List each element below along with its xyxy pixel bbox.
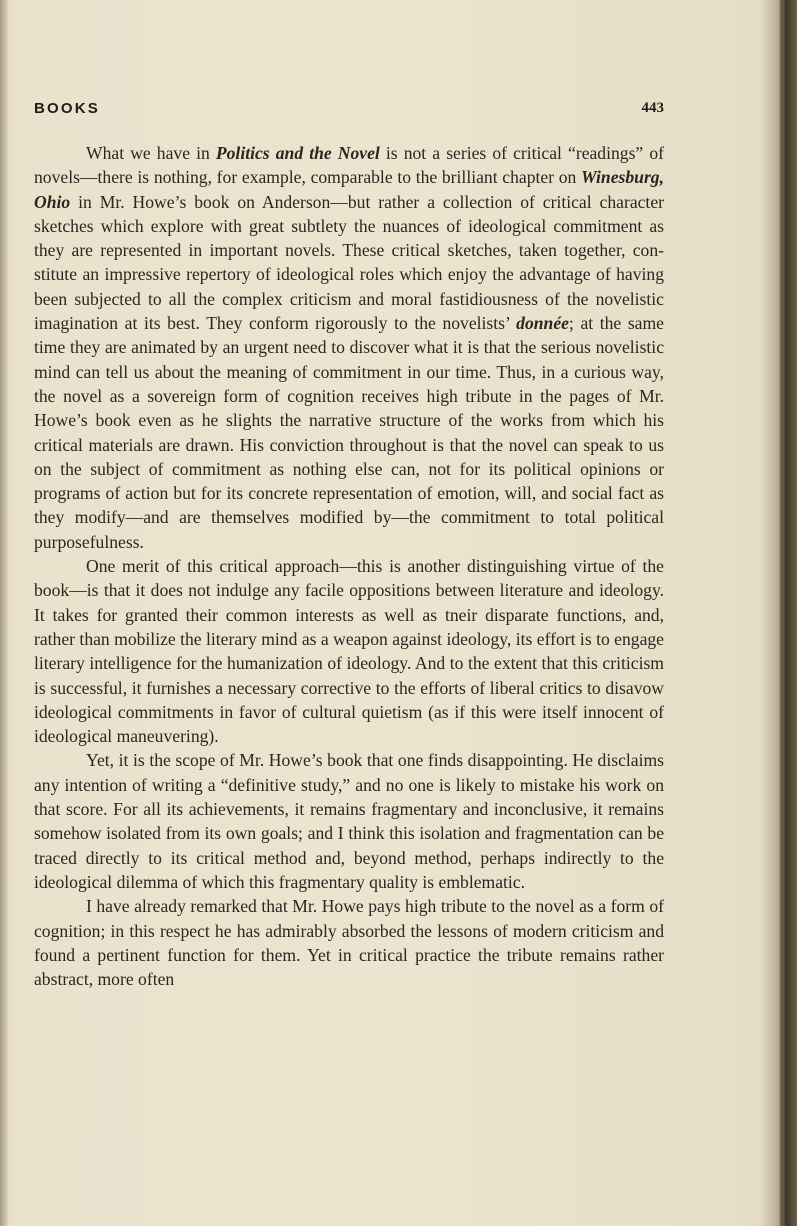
paragraph [34,748,664,894]
italic-title-text: Politics and the Novel [215,143,380,163]
paragraph-text: ; at the same time they are animated by an urgent need to discover what it is that the serious novelistic mind can tell us about the meaning of commitment in our time. Thus, in a curious way, the novel as a sovereign form of cognition receives high tribute in the pages of Mr. Howe’s book even as he slights the narrative structure of the works from which his critical materials are drawn. His conviction throughout is that the novel can speak to us on the subject of commitment as nothing else can, not for its political opinions or programs of action but for its concrete representation of emotion, will, and social fact as they modify—and are themselves modified by—the commitment to total political purposefulness. [34,313,664,552]
paragraph-text: What we have in [86,143,216,163]
page-header [34,100,664,122]
page-edge-shadow [780,0,783,1226]
paragraph [34,894,664,991]
paragraph-text: I have already remarked that Mr. Howe pays high tribute to the novel as a form of cognition; in this respect he has admirably absorbed the lessons of modern criticism and found a pertinent function for them. Yet in critical practice the tribute remains rather abstract, more often [34,896,664,990]
italic-title-text: Winesburg, Ohio [34,167,664,212]
paragraph-text: One merit of this critical approach—this is another distinguishing virtue of the book—is that it does not indulge any facile oppositions between literature and ideology. It takes for granted their common interests as well as tneir disparate functions, and, rather than mobilize the literary mind as a weapon against ideology, its effort is to engage literary intelligence for the humanization of ideology. And to the extent that this criticism is successful, it furnishes a necessary corrective to the efforts of liberal critics to disavow ideological commitments in favor of cultural quietism (as if this were itself innocent of ideological maneuvering). [34,556,664,747]
italic-title-text: donnée [516,313,569,334]
page-number: 443 [641,100,664,116]
paragraph [34,554,664,748]
running-head: BOOKS [34,100,101,117]
paragraph-text: is not a series of critical “readings” of novels—there is nothing, for example, comparable to the brilliant chapter on [34,143,664,188]
paragraph-text: Yet, it is the scope of Mr. Howe’s book that one finds disappointing. He disclaims any intention of writing a “definitive study,” and no one is likely to mistake his work on that score. For all its achievements, it remains fragmentary and inconclusive, it remains somehow isolated from its own goals; and I think this isolation and fragmentation can be traced directly to its critical method and, beyond method, perhaps indirectly to the ideological dilemma of which this fragmentary quality is emblematic. [34,750,664,892]
paragraph-text: in Mr. Howe’s book on Anderson—but rather a collection of critical character sketches which explore with great subtlety the nuances of ideological commitment as they are represented in important novels. These critical sketches, taken together, constitute an impressive repertory of ideological roles which enjoy the advantage of having been subjected to all the complex criticism and moral fastidiousness of the novelistic imagination at its best. They conform rigorously to the novelists’ [34,191,664,334]
article-body [34,141,664,991]
paragraph [34,141,664,554]
page-binding-shadow [0,0,8,1226]
